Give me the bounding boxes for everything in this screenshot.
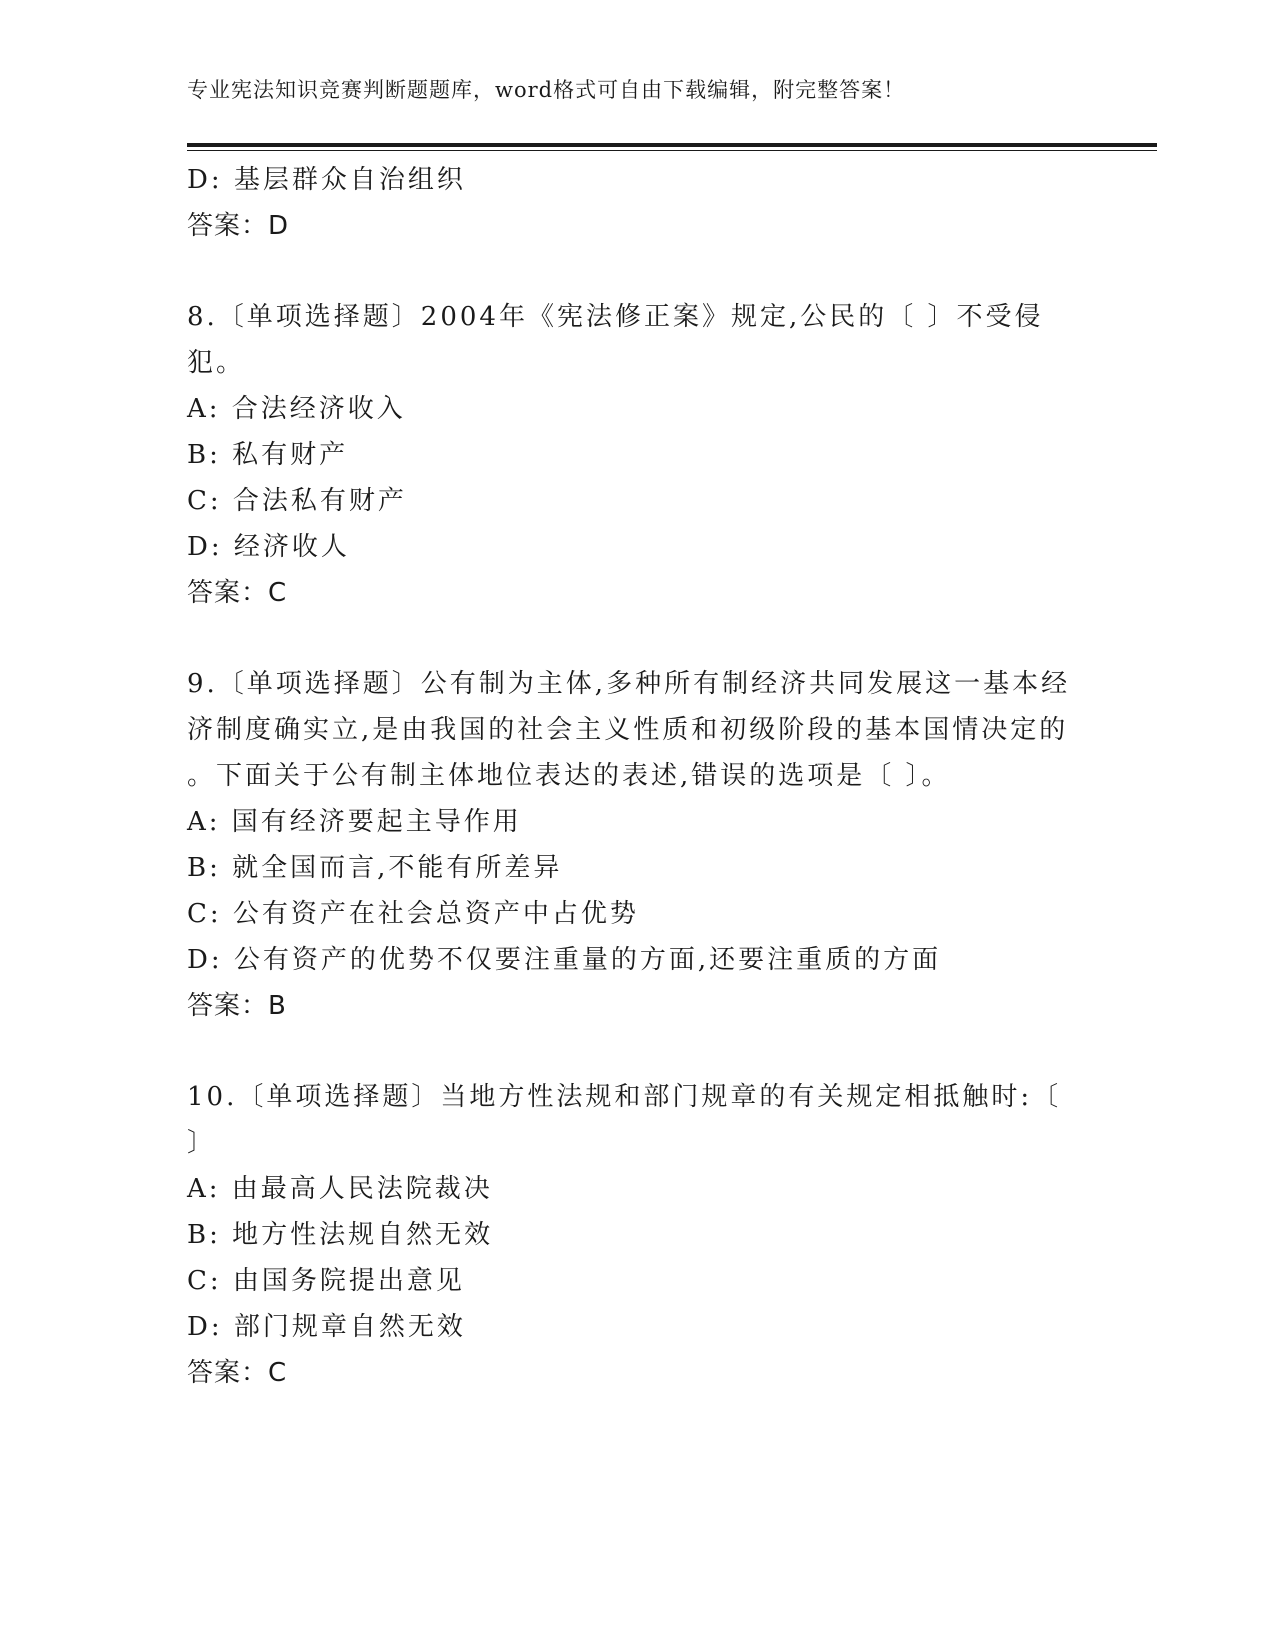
option-a: A: 国有经济要起主导作用 <box>187 807 522 837</box>
header-divider-thick <box>187 143 1157 147</box>
option-a: A: 由最高人民法院裁决 <box>187 1174 493 1204</box>
page-header-title: 专业宪法知识竞赛判断题题库，word格式可自由下载编辑，附完整答案！ <box>187 78 906 102</box>
option-c: C: 由国务院提出意见 <box>187 1266 465 1296</box>
answer-line: 答案：C <box>187 578 288 608</box>
option-b: B: 就全国而言,不能有所差异 <box>187 853 563 883</box>
answer-line: 答案：B <box>187 991 287 1021</box>
question-stem-line: 9.〔单项选择题〕公有制为主体,多种所有制经济共同发展这一基本经 <box>187 669 1071 699</box>
answer-line: 答案：D <box>187 211 290 241</box>
option-d: D: 基层群众自治组织 <box>187 165 466 195</box>
spacer <box>187 616 1087 661</box>
option-d: D: 经济收人 <box>187 532 350 562</box>
spacer <box>187 1029 1087 1074</box>
spacer <box>187 249 1087 294</box>
option-c: C: 合法私有财产 <box>187 486 407 516</box>
question-stem-line: 。下面关于公有制主体地位表达的表述,错误的选项是〔 〕。 <box>187 761 951 791</box>
option-d: D: 公有资产的优势不仅要注重量的方面,还要注重质的方面 <box>187 945 942 975</box>
question-stem-line: 10.〔单项选择题〕当地方性法规和部门规章的有关规定相抵触时:〔 <box>187 1082 1062 1112</box>
question-list <box>187 157 1087 1396</box>
question-8 <box>187 294 1087 616</box>
question-stem-line: 犯。 <box>187 348 246 378</box>
option-a: A: 合法经济收入 <box>187 394 406 424</box>
option-d: D: 部门规章自然无效 <box>187 1312 466 1342</box>
answer-line: 答案：C <box>187 1358 288 1388</box>
header-divider-thin <box>187 150 1157 151</box>
option-b: B: 地方性法规自然无效 <box>187 1220 494 1250</box>
option-c: C: 公有资产在社会总资产中占优势 <box>187 899 639 929</box>
question-stem-line: 〕 <box>187 1128 217 1158</box>
question-stem-line: 济制度确实立,是由我国的社会主义性质和初级阶段的基本国情决定的 <box>187 715 1069 745</box>
question-stem-line: 8.〔单项选择题〕2004年《宪法修正案》规定,公民的〔 〕不受侵 <box>187 302 1044 332</box>
question-10 <box>187 1074 1087 1396</box>
question-9 <box>187 661 1087 1029</box>
option-b: B: 私有财产 <box>187 440 349 470</box>
